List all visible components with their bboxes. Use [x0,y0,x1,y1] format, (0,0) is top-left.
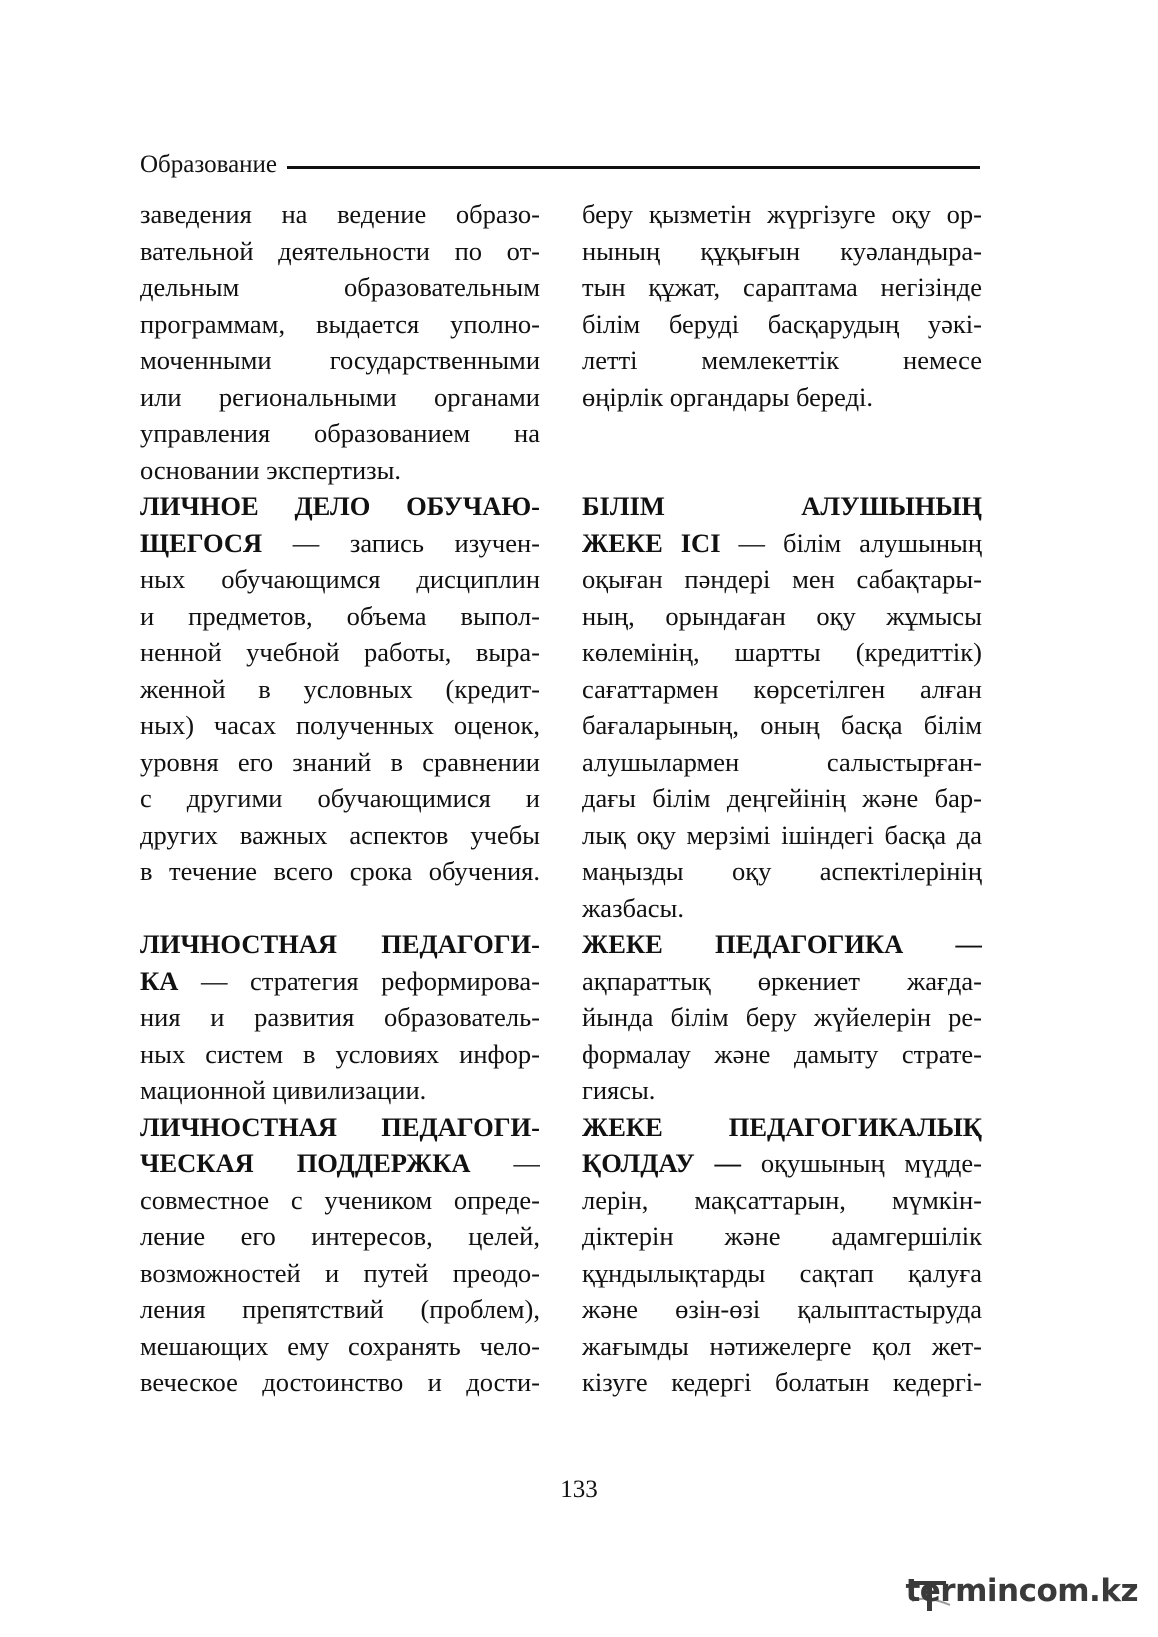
text-run: лерін, мақсаттарын, мүмкін- [582,1184,982,1215]
text-line [582,707,982,744]
text-line [582,1255,982,1292]
text-run: вательной деятельности по от- [140,235,540,266]
text-run: жазбасы. [582,892,684,923]
text-run: діктерін және адамгершілік [582,1221,982,1251]
text-line [140,671,540,708]
text-run: мационной цивилизации. [140,1075,427,1105]
text-line [582,999,982,1036]
text-line [582,780,982,817]
text-run: ненной учебной работы, выра- [140,637,540,667]
text-line [140,999,540,1036]
text-line [582,1218,982,1255]
text-run: құндылықтарды сақтап қалуға [582,1257,982,1288]
text-line [140,269,540,306]
text-run: ния и развития образователь- [140,1002,540,1032]
text-line [582,1364,982,1401]
text-line [140,452,540,489]
text-run: беру қызметін жүргізуге оқу ор- [582,199,982,229]
text-line [582,1291,982,1328]
watermark-text: termincom.kz [905,1573,1138,1609]
text-run: оқушының мүдде- [741,1148,982,1178]
text-run: ақпараттық өркениет жағда- [582,965,982,996]
text-line [140,780,540,817]
text-run: формалау және дамыту страте- [582,1038,982,1069]
text-line [582,525,982,562]
text-run: ның, орындаған оқу жұмысы [582,600,982,631]
text-line [140,744,540,781]
text-run: гиясы. [582,1075,656,1105]
section-title: Образование [140,151,278,178]
text-line [140,1036,540,1073]
paragraph-gap [582,415,982,452]
text-line [582,561,982,598]
text-run: кізуге кедергі болатын кедергі- [582,1367,982,1397]
text-line [582,1072,982,1109]
term-heading: КА [140,965,179,996]
term-heading: ҚОЛДАУ — [582,1148,742,1178]
term-heading: ЛИЧНОСТНАЯ ПЕДАГОГИ- [140,929,540,959]
text-run: женной в условных (кредит- [140,673,540,704]
text-run: совместное с учеником опреде- [140,1184,540,1215]
text-line [582,634,982,671]
text-line [140,415,540,452]
text-run: программам, выдается уполно- [140,308,540,339]
right-column-kazakh [582,196,982,1401]
text-line [140,233,540,270]
text-run: — запись изучен- [262,527,540,558]
text-line [582,379,982,416]
text-line [140,1364,540,1401]
text-run: лық оқу мерзімі ішіндегі басқа да [582,819,982,850]
text-line [582,963,982,1000]
text-line [582,853,982,890]
text-run: сағаттармен көрсетілген алған [582,673,982,704]
text-run: дельным образовательным [140,272,540,302]
text-run: оқыған пәндері мен сабақтары- [582,564,982,594]
text-run: алушылармен салыстырған- [582,746,982,777]
text-run: и предметов, объема выпол- [140,600,540,631]
text-run: білім беруді басқарудың уәкі- [582,308,982,339]
text-run: — білім алушының [720,527,982,558]
text-line [582,233,982,270]
text-line [582,1182,982,1219]
term-heading: ЖЕКЕ ІСІ [582,527,721,558]
text-line [140,1218,540,1255]
term-heading: ЛИЧНОСТНАЯ ПЕДАГОГИ- [140,1111,540,1142]
text-line [140,1291,540,1328]
text-run: возможностей и путей преодо- [140,1257,540,1288]
text-run: ление его интересов, целей, [140,1221,540,1251]
text-line [582,817,982,854]
text-run: және өзін-өзі қалыптастыруда [582,1294,982,1324]
text-run: тын құжат, сараптама негізінде [582,272,982,302]
text-run: ных) часах полученных оценок, [140,710,540,740]
text-run: летті мемлекеттік немесе [582,345,982,375]
term-heading: ЖЕКЕ ПЕДАГОГИКАЛЫҚ [582,1111,982,1142]
text-run: — стратегия реформирова- [178,965,540,996]
text-run: мешающих ему сохранять чело- [140,1330,540,1361]
header-rule [287,166,980,169]
text-run: основании экспертизы. [140,454,402,485]
text-run: управления образованием на [140,418,540,448]
text-line [140,342,540,379]
text-run: нының құқығын куәландыра- [582,235,982,266]
text-line [582,890,982,927]
text-run: уровня его знаний в сравнении [140,746,540,777]
text-run: көлемінің, шартты (кредиттік) [582,637,982,667]
text-run: с другими обучающимися и [140,783,540,813]
text-line [140,1182,540,1219]
text-line [582,671,982,708]
text-line [582,269,982,306]
text-run: заведения на ведение образо- [140,199,540,229]
text-run: — [470,1148,540,1178]
text-line [140,196,540,233]
text-line [582,306,982,343]
text-line [582,598,982,635]
text-line [582,926,982,963]
term-heading: ЖЕКЕ ПЕДАГОГИКА — [582,929,982,959]
text-run: жағымды нәтижелерге қол жет- [582,1330,982,1361]
left-column-russian [140,196,540,1401]
text-line [140,598,540,635]
text-run: маңызды оқу аспектілерінің [582,856,982,886]
text-line [140,1072,540,1109]
running-header [140,145,980,185]
text-line [582,744,982,781]
watermark-logo [905,1565,1138,1615]
text-run: моченными государственными [140,345,540,375]
text-line [582,1036,982,1073]
text-line [140,1109,540,1146]
term-heading: ЛИЧНОЕ ДЕЛО ОБУЧАЮ- [140,491,540,521]
text-run: бағаларының, оның басқа білім [582,710,982,740]
paragraph-gap [582,452,982,489]
text-run: в течение всего срока обучения. [140,856,540,886]
text-line [140,561,540,598]
term-heading: ЩЕГОСЯ [140,527,263,558]
text-line [140,1328,540,1365]
text-line [140,963,540,1000]
page-number: 133 [560,1476,598,1503]
text-line [140,306,540,343]
text-run: ных обучающимся дисциплин [140,564,540,594]
text-line [140,1255,540,1292]
text-line [140,488,540,525]
text-line [140,1145,540,1182]
text-run: веческое достоинство и дости- [140,1367,540,1397]
text-line [140,853,540,890]
text-line [140,817,540,854]
text-line [582,342,982,379]
text-line [582,488,982,525]
text-run: өңірлік органдары береді. [582,381,874,412]
text-line [140,525,540,562]
text-run: ления препятствий (проблем), [140,1294,540,1324]
text-run: ных систем в условиях инфор- [140,1038,540,1069]
text-line [140,707,540,744]
text-line [140,634,540,671]
text-run: йында білім беру жүйелерін ре- [582,1002,982,1032]
paragraph-gap [140,890,540,927]
text-line [582,196,982,233]
text-run: или региональными органами [140,381,540,412]
text-run: других важных аспектов учебы [140,819,540,850]
text-line [140,379,540,416]
text-line [140,926,540,963]
term-heading: ЧЕСКАЯ ПОДДЕРЖКА [140,1148,471,1178]
term-heading: БІЛІМ АЛУШЫНЫҢ [582,491,982,521]
text-line [582,1145,982,1182]
text-run: дағы білім деңгейінің және бар- [582,783,982,813]
text-line [582,1109,982,1146]
text-line [582,1328,982,1365]
